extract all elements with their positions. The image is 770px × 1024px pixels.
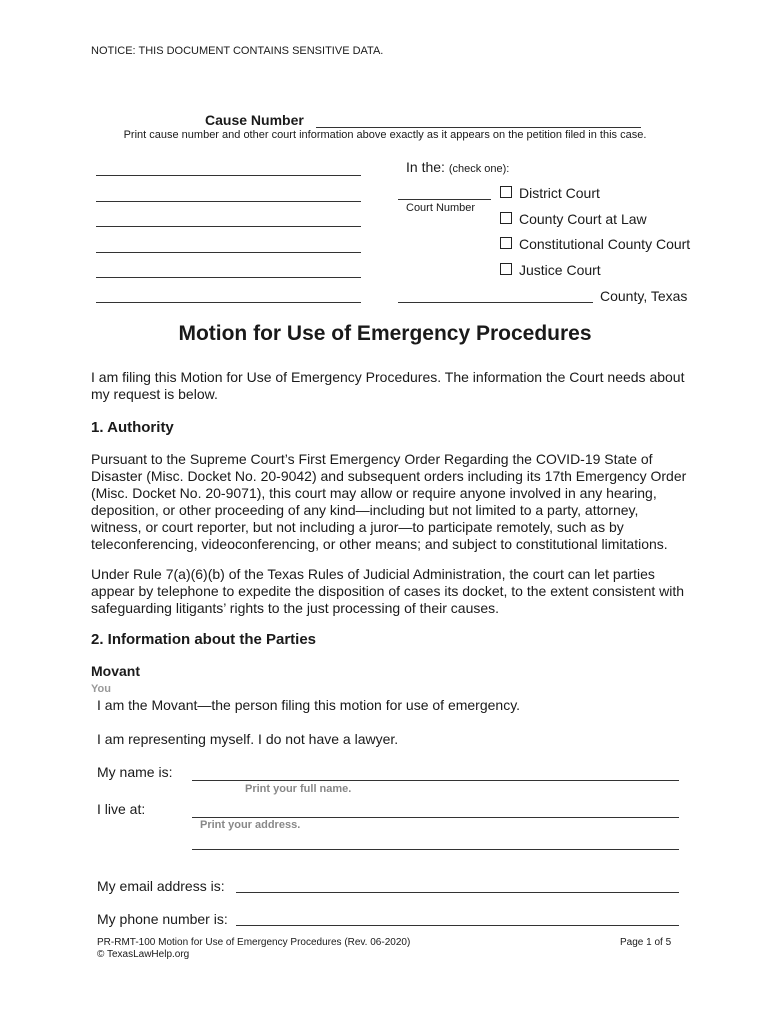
footer-left (97, 937, 410, 961)
case-style-line-6[interactable] (96, 302, 361, 303)
section-parties-heading: 2. Information about the Parties (91, 631, 317, 648)
section-authority-heading: 1. Authority (91, 419, 174, 436)
movant-statement: I am the Movant—the person filing this motion for use of emergency. (97, 697, 521, 713)
constitutional-county-court-checkbox[interactable] (500, 237, 512, 249)
cause-number-label: Cause Number (205, 112, 304, 128)
county-texas-label: County, Texas (600, 288, 688, 304)
email-field[interactable] (236, 892, 679, 893)
full-name-field[interactable] (192, 780, 679, 781)
county-field[interactable] (398, 302, 593, 303)
intro-paragraph: I am filing this Motion for Use of Emergency Procedures. The information the Court needs about my request is below. (91, 369, 685, 402)
case-style-line-1[interactable] (96, 175, 361, 176)
movant-heading: Movant (91, 663, 140, 679)
address-field-line-2[interactable] (192, 849, 679, 850)
phone-field[interactable] (236, 925, 679, 926)
you-label: You (91, 683, 111, 695)
document-title: Motion for Use of Emergency Procedures (178, 322, 592, 345)
copyright-text: © TexasLawHelp.org (97, 949, 190, 960)
authority-paragraph-2: Under Rule 7(a)(6)(b) of the Texas Rules of Judicial Administration, the court can let parties appear by telephone to expedite the disposition of cases its docket, to the extent consistent with safeguarding litigants’ rights to the just processing of their causes. (91, 566, 685, 616)
address-hint: Print your address. (200, 819, 301, 831)
check-one-text: (check one): (448, 163, 510, 175)
case-style-line-4[interactable] (96, 252, 361, 253)
address-field-line-1[interactable] (192, 817, 679, 818)
in-the-label (406, 159, 509, 175)
name-label: My name is: (97, 764, 173, 780)
cause-number-field[interactable] (316, 127, 641, 128)
email-label: My email address is: (97, 878, 225, 894)
sensitive-data-notice: NOTICE: THIS DOCUMENT CONTAINS SENSITIVE DATA. (91, 45, 384, 57)
authority-paragraph-1: Pursuant to the Supreme Court’s First Emergency Order Regarding the COVID-19 State of Disaster (Misc. Docket No. 20-9042) and subsequent orders including its 17th Emergency Order (Misc. Docket No. 20-9071), this court may allow or require anyone involved in any hearing, deposition, or other proceeding of any kind—including but not limited to a party, attorney, witness, or court reporter, but not including a juror—to participate remotely, such as by teleconferencing, videoconferencing, or other means; and subject to constitutional limitations. (91, 451, 687, 552)
form-identifier: PR-RMT-100 Motion for Use of Emergency Procedures (Rev. 06-2020) (97, 937, 411, 948)
district-court-label: District Court (519, 185, 600, 201)
case-style-line-2[interactable] (96, 201, 361, 202)
case-style-line-5[interactable] (96, 277, 361, 278)
full-name-hint: Print your full name. (245, 783, 352, 795)
justice-court-label: Justice Court (519, 262, 601, 278)
in-the-text: In the: (406, 159, 445, 175)
page-number: Page 1 of 5 (620, 937, 672, 948)
phone-label: My phone number is: (97, 911, 228, 927)
self-representation-statement: I am representing myself. I do not have a lawyer. (97, 731, 399, 747)
district-court-checkbox[interactable] (500, 186, 512, 198)
justice-court-checkbox[interactable] (500, 263, 512, 275)
county-court-at-law-checkbox[interactable] (500, 212, 512, 224)
court-number-label: Court Number (406, 202, 476, 214)
county-court-at-law-label: County Court at Law (519, 211, 647, 227)
address-label: I live at: (97, 801, 146, 817)
cause-instruction: Print cause number and other court information above exactly as it appears on the petition filed in this case. (123, 129, 647, 141)
constitutional-county-court-label: Constitutional County Court (519, 236, 691, 252)
case-style-line-3[interactable] (96, 226, 361, 227)
court-number-field[interactable] (398, 199, 491, 200)
